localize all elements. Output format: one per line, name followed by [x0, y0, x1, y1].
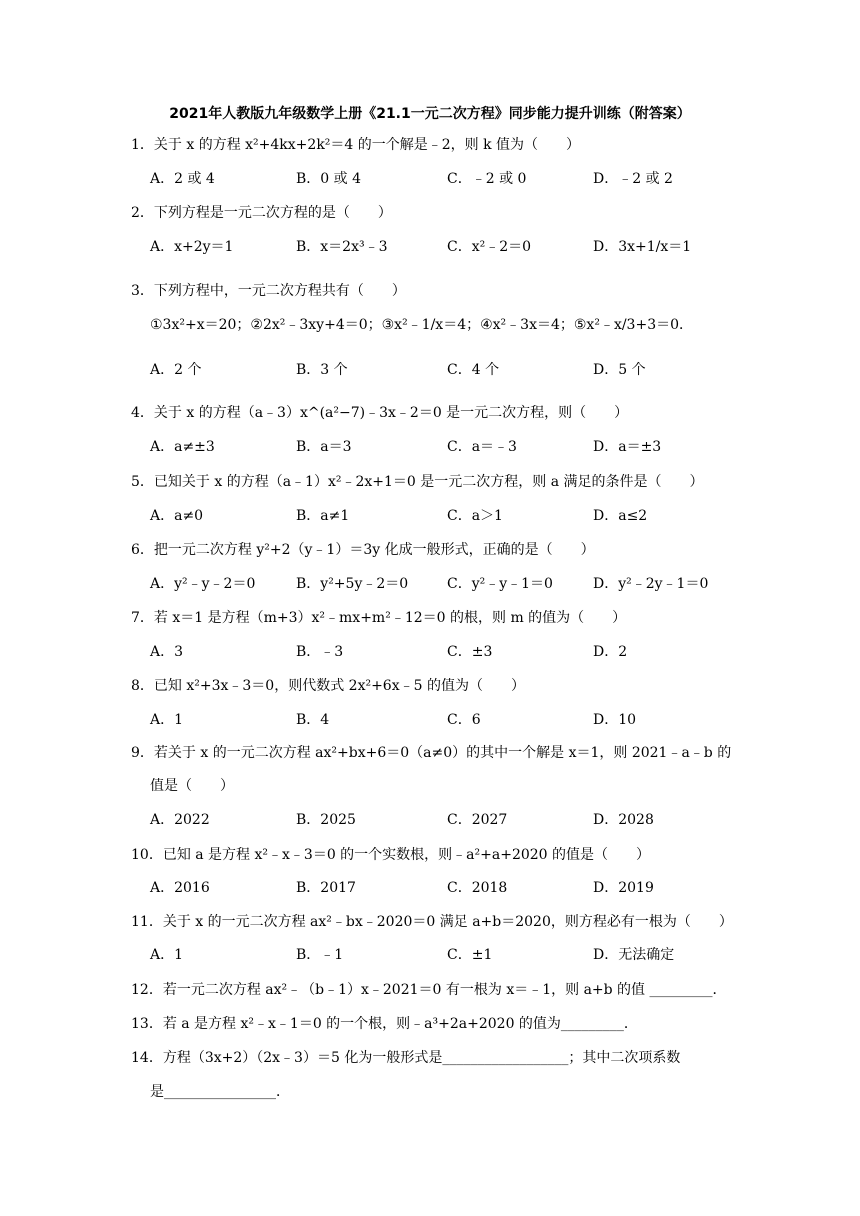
question-1-stem: 1．关于 x 的方程 x²+4kx+2k²＝4 的一个解是﹣2，则 k 值为（ ） — [131, 137, 581, 153]
option-D: D．3x+1/x＝1 — [593, 239, 692, 255]
option-B: B．﹣3 — [296, 644, 344, 660]
option-A: A．a≠±3 — [150, 439, 215, 455]
question-7-stem: 7．若 x＝1 是方程（m+3）x²﹣mx+m²﹣12＝0 的根，则 m 的值为（ ） — [131, 610, 627, 626]
option-A: A．a≠0 — [150, 508, 204, 524]
option-C: C．﹣2 或 0 — [447, 171, 527, 187]
option-B: B．a≠1 — [296, 508, 350, 524]
question-6-options — [150, 574, 736, 594]
question-3-continuation: ①3x²+x＝20；②2x²﹣3xy+4＝0；③x²﹣1/x＝4；④x²﹣3x＝4；⑤x²﹣x/3+3＝0． — [150, 317, 694, 333]
question-11-stem: 11．关于 x 的一元二次方程 ax²﹣bx﹣2020＝0 满足 a+b＝2020，则方程必有一根为（ ） — [131, 914, 733, 930]
option-A: A．1 — [150, 947, 184, 963]
option-A: A．1 — [150, 712, 184, 728]
option-C: C．2018 — [447, 880, 508, 896]
option-C: C．a＞1 — [447, 508, 503, 524]
option-C: C．a＝﹣3 — [447, 439, 517, 455]
option-D: D．a＝±3 — [593, 439, 662, 455]
option-A: A．2 个 — [150, 362, 202, 378]
question-13-stem: 13．若 a 是方程 x²﹣x﹣1＝0 的一个根，则﹣a³+2a+2020 的值为_________． — [131, 1016, 638, 1032]
question-2-stem: 2．下列方程是一元二次方程的是（ ） — [131, 205, 392, 221]
option-D: D．10 — [593, 712, 637, 728]
question-9-continuation: 值是（ ） — [150, 778, 234, 794]
option-A: A．3 — [150, 644, 184, 660]
question-9-stem: 9．若关于 x 的一元二次方程 ax²+bx+6＝0（a≠0）的其中一个解是 x＝1，则 2021﹣a﹣b 的 — [131, 745, 732, 761]
option-B: B．4 — [296, 712, 330, 728]
option-D: D．5 个 — [593, 362, 646, 378]
option-C: C．±3 — [447, 644, 493, 660]
option-B: B．3 个 — [296, 362, 348, 378]
option-C: C．x²﹣2＝0 — [447, 239, 532, 255]
option-D: D．﹣2 或 2 — [593, 171, 673, 187]
option-B: B．2017 — [296, 880, 356, 896]
option-D: D．2 — [593, 644, 628, 660]
option-A: A．x+2y＝1 — [150, 239, 234, 255]
option-C: C．y²﹣y﹣1＝0 — [447, 576, 553, 592]
option-B: B．y²+5y﹣2＝0 — [296, 576, 409, 592]
question-1-options — [150, 169, 736, 189]
option-D: D．a≤2 — [593, 508, 648, 524]
question-10-stem: 10．已知 a 是方程 x²﹣x﹣3＝0 的一个实数根，则﹣a²+a+2020 的值是（ ） — [131, 847, 651, 863]
option-B: B．﹣1 — [296, 947, 344, 963]
option-D: D．y²﹣2y﹣1＝0 — [593, 576, 709, 592]
option-B: B．a＝3 — [296, 439, 352, 455]
question-14-continuation: 是________________． — [150, 1084, 290, 1100]
option-C: C．±1 — [447, 947, 493, 963]
option-D: D．2019 — [593, 880, 654, 896]
question-6-stem: 6．把一元二次方程 y²+2（y﹣1）＝3y 化成一般形式，正确的是（ ） — [131, 542, 595, 558]
question-3-options — [150, 360, 736, 380]
question-8-options — [150, 710, 736, 730]
option-A: A．2 或 4 — [150, 171, 215, 187]
question-12-stem: 12．若一元二次方程 ax²﹣（b﹣1）x﹣2021＝0 有一根为 x＝﹣1，则 a+b 的值 _________． — [131, 982, 727, 998]
question-14-stem: 14．方程（3x+2）（2x﹣3）＝5 化为一般形式是__________________；其中二次项系数 — [131, 1050, 681, 1066]
option-A: A．y²﹣y﹣2＝0 — [150, 576, 256, 592]
question-2-options — [150, 237, 736, 257]
option-D: D．无法确定 — [593, 947, 675, 963]
option-A: A．2016 — [150, 880, 210, 896]
question-7-options — [150, 642, 736, 662]
option-B: B．0 或 4 — [296, 171, 362, 187]
question-10-options — [150, 878, 736, 898]
option-C: C．6 — [447, 712, 481, 728]
option-C: C．4 个 — [447, 362, 500, 378]
question-3-stem: 3．下列方程中，一元二次方程共有（ ） — [131, 283, 406, 299]
question-9-options — [150, 810, 736, 830]
question-11-options — [150, 945, 736, 965]
question-8-stem: 8．已知 x²+3x﹣3＝0，则代数式 2x²+6x﹣5 的值为（ ） — [131, 678, 525, 694]
question-5-options — [150, 506, 736, 526]
page-title: 2021年人教版九年级数学上册《21.1一元二次方程》同步能力提升训练（附答案） — [169, 106, 691, 122]
question-4-options — [150, 437, 736, 457]
option-D: D．2028 — [593, 812, 654, 828]
option-B: B．x＝2x³﹣3 — [296, 239, 388, 255]
option-A: A．2022 — [150, 812, 210, 828]
question-4-stem: 4．关于 x 的方程（a﹣3）x^(a²−7)﹣3x﹣2＝0 是一元二次方程，则（ ） — [131, 405, 629, 421]
option-B: B．2025 — [296, 812, 356, 828]
question-5-stem: 5．已知关于 x 的方程（a﹣1）x²﹣2x+1＝0 是一元二次方程，则 a 满足的条件是（ ） — [131, 474, 704, 490]
option-C: C．2027 — [447, 812, 508, 828]
